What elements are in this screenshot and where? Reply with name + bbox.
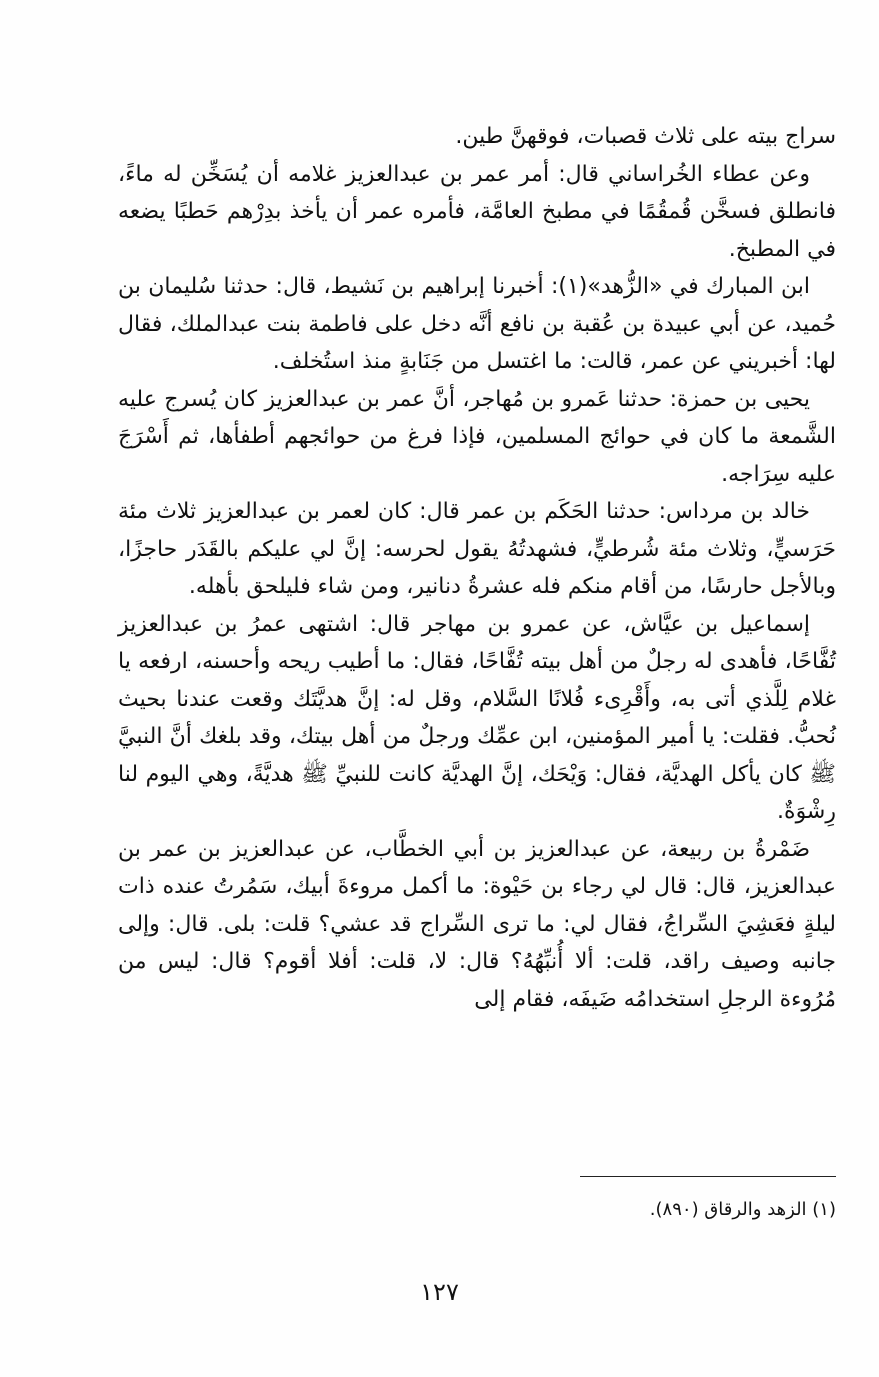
footnote-divider	[580, 1176, 836, 1177]
paragraph-khalid-ibn-mirdas: خالد بن مرداس: حدثنا الحَكَم بن عمر قال: كان لعمر بن عبدالعزيز ثلاث مئة حَرَسيٍّ، وثلاث مئة شُرطيٍّ، فشهدتُهُ يقول لحرسه: إنَّ لي عليكم بالقَدَر حاجزًا، وبالأجل حارسًا، من أقام منكم فله عشرةُ دنانير، ومن شاء فليلحق بأهله.	[118, 499, 836, 599]
paragraph-damra-ibn-rabia: ضَمْرةُ بن ربيعة، عن عبدالعزيز بن أبي الخطَّاب، عن عبدالعزيز بن عمر بن عبدالعزيز، قال: قال لي رجاء بن حَيْوة: ما أكمل مروءةَ أبيك، سَمُرتُ عنده ذات ليلةٍ فعَشِيَ السِّراجُ، فقال لي: ما ترى السِّراج قد عشي؟ قلت: بلى. قال: وإلى جانبه وصيف راقد، قلت: ألا أُنبِّهُهُ؟ قال: لا، قلت: أفلا أقوم؟ قال: ليس من مُرُوءة الرجلِ استخدامُه ضَيفَه، فقام إلى	[118, 836, 836, 1012]
main-text	[118, 118, 836, 1018]
paragraph-ata-khurasani: وعن عطاء الخُراساني قال: أمر عمر بن عبدالعزيز غلامه أن يُسَخِّن له ماءً، فانطلق فسخَّن قُمقُمًا في مطبخ العامَّة، فأمره عمر أن يأخذ بدِرْهم حَطبًا يضعه في المطبخ.	[118, 161, 836, 262]
paragraph-continuation: سراج بيته على ثلاث قصبات، فوقهنَّ طين.	[455, 124, 836, 149]
page-number: ١٢٧	[420, 1278, 459, 1306]
paragraph-ibn-mubarak: ابن المبارك في «الزُّهد»(١): أخبرنا إبراهيم بن نَشيط، قال: حدثنا سُليمان بن حُميد، عن أبي عبيدة بن عُقبة بن نافع أنَّه دخل على فاطمة بنت عبدالملك، فقال لها: أخبريني عن عمر، قالت: ما اغتسل من جَنَابةٍ منذ استُخلف.	[118, 274, 836, 374]
footnote: (١) الزهد والرقاق (٨٩٠).	[649, 1199, 836, 1220]
paragraph-ismail-ibn-ayyash: إسماعيل بن عيَّاش، عن عمرو بن مهاجر قال: اشتهى عمرُ بن عبدالعزيز تُفَّاحًا، فأهدى له رجلٌ من أهل بيته تُفَّاحًا، فقال: ما أطيب ريحه وأحسنه، ارفعه يا غلام لِلَّذي أتى به، وأَقْرِىء فُلانًا السَّلام، وقل له: إنَّ هديَّتَك وقعت عندنا بحيث نُحبُّ. فقلت: يا أمير المؤمنين، ابن عمِّك ورجلٌ من أهل بيتك، وقد بلغك أنَّ النبيَّ ﷺ كان يأكل الهديَّة، فقال: وَيْحَك، إنَّ الهديَّة كانت للنبيِّ ﷺ هديَّةً، وهي اليوم لنا رِشْوَةٌ.	[118, 611, 836, 824]
paragraph-yahya-ibn-hamza: يحيى بن حمزة: حدثنا عَمرو بن مُهاجر، أنَّ عمر بن عبدالعزيز كان يُسرج عليه الشَّمعة ما كان في حوائج المسلمين، فإذا فرغ من حوائجهم أطفأها، ثم أَسْرَجَ عليه سِرَاجه.	[118, 386, 836, 487]
